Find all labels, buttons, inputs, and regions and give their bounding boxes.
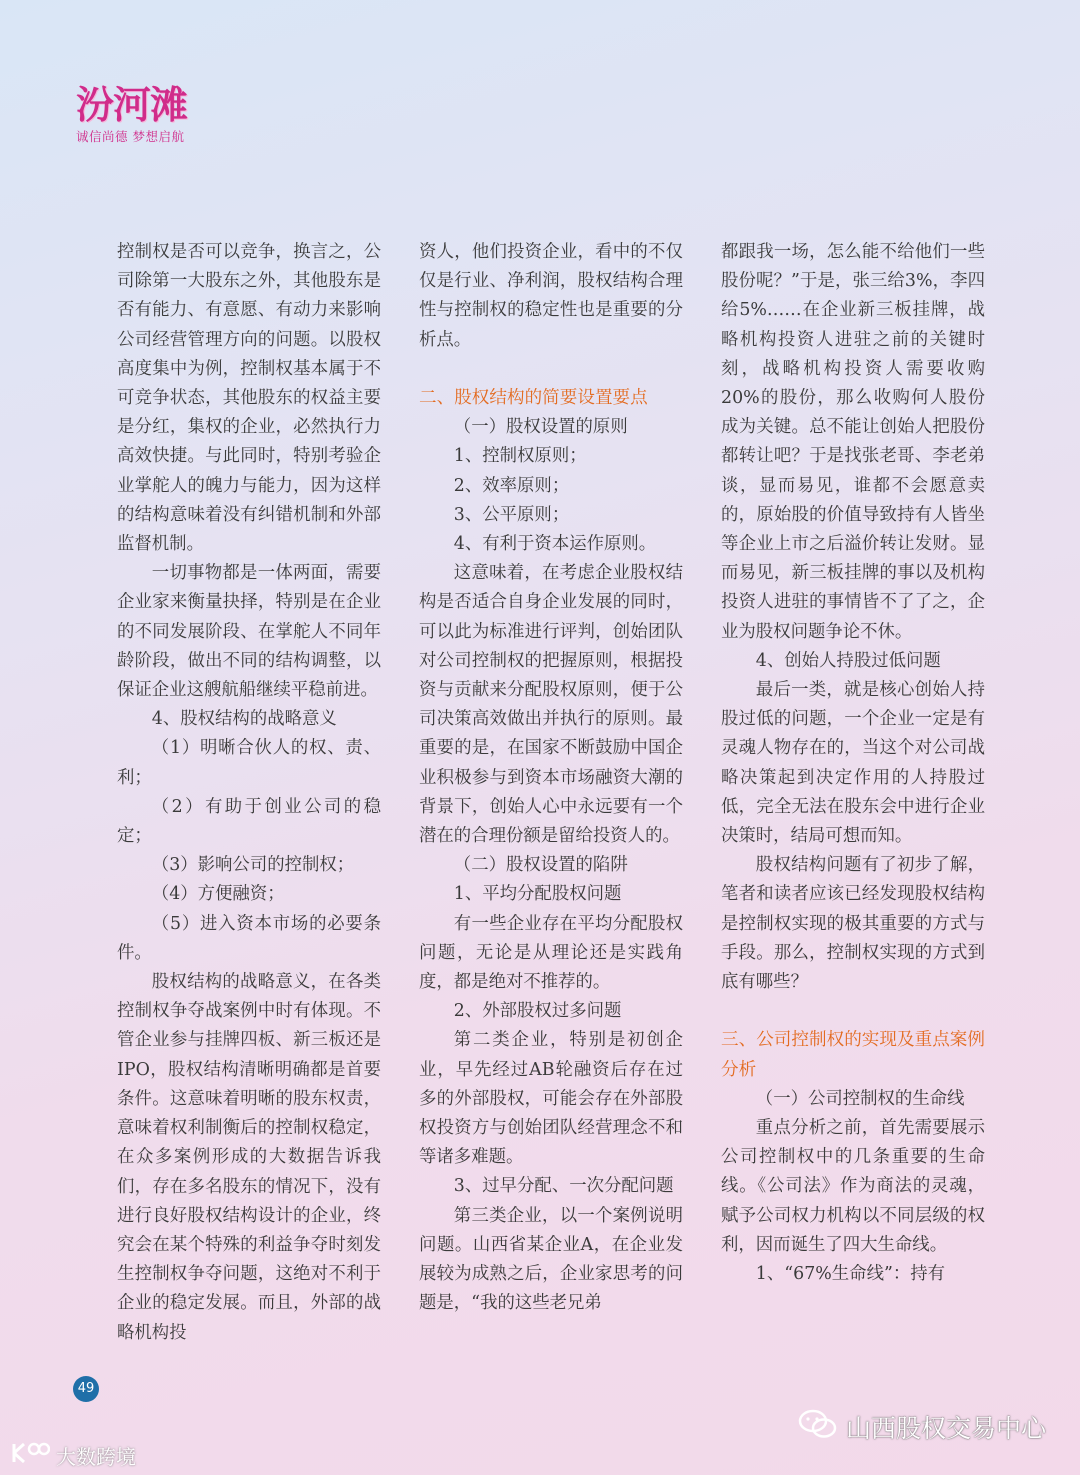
logo-slogan: 诚信尚德 梦想启航 <box>76 129 185 144</box>
watermark-text: 山西股权交易中心 <box>845 1414 1046 1443</box>
paragraph: 最后一类，就是核心创始人持股过低的问题，一个企业一定是有灵魂人物存在的，当这个对公司战略决策起到决定作用的人持股过低，完全无法在股东会中进行企业决策时，结局可想而知。 <box>721 680 985 847</box>
subheading: （一）公司控制权的生命线 <box>755 1088 965 1109</box>
list-item: 1、控制权原则； <box>453 446 587 467</box>
section-heading: 三、公司控制权的实现及重点案例分析 <box>721 1030 985 1080</box>
paragraph: 股权结构问题有了初步了解，笔者和读者应该已经发现股权结构是控制权实现的极其重要的方式与手段。那么，控制权实现的方式到底有哪些？ <box>721 855 985 993</box>
paragraph: 第三类企业，以一个案例说明问题。山西省某企业A，在企业发展较为成熟之后，企业家思考的问题是，“我的这些老兄弟 <box>419 1205 683 1314</box>
paragraph: 第二类企业，特别是初创企业，早先经过AB轮融资后存在过多的外部股权，可能会存在外部股权投资方与创始团队经营理念不和等诸多难题。 <box>419 1030 683 1168</box>
watermark-wechat <box>798 1408 1046 1446</box>
paragraph: 控制权是否可以竞争，换言之，公司除第一大股东之外，其他股东是否有能力、有意愿、有动力来影响公司经营管理方向的问题。以股权高度集中为例，控制权基本属于不可竞争状态，其他股东的权益主要是分红，集权的企业，必然执行力高效快捷。与此同时，特别考验企业掌舵人的魄力与能力，因为这样的结构意味着没有纠错机制和外部监督机制。 <box>117 242 381 555</box>
brand-logo-icon <box>10 1440 50 1471</box>
subheading: （二）股权设置的陷阱 <box>453 855 628 876</box>
list-item: 3、公平原则； <box>453 504 570 525</box>
logo-text: 汾河滩 <box>76 83 188 127</box>
subheading: 3、过早分配、一次分配问题 <box>453 1176 674 1197</box>
watermark-brand <box>10 1440 136 1471</box>
subheading: 4、创始人持股过低问题 <box>755 650 941 671</box>
article-column-2 <box>419 238 683 1319</box>
paragraph: 都跟我一场，怎么能不给他们一些股份呢？”于是，张三给3%，李四给5%……在企业新三板挂牌，战略机构投资人进驻之前的关键时刻，战略机构投资人需要收购20%的股份，那么收购何人股份成为关键。总不能让创始人把股份都转让吧？于是找张老哥、李老弟谈，显而易见，谁都不会愿意卖的，原始股的价值导致持有人皆坐等企业上市之后溢价转让发财。显而易见，新三板挂牌的事以及机构投资人进驻的事情皆不了了之，企业为股权问题争论不休。 <box>721 242 985 642</box>
paragraph: 重点分析之前，首先需要展示公司控制权中的几条重要的生命线。《公司法》作为商法的灵魂，赋予公司权力机构以不同层级的权利，因而诞生了四大生命线。 <box>721 1118 985 1255</box>
paragraph: 这意味着，在考虑企业股权结构是否适合自身企业发展的同时，可以此为标准进行评判，创始团队对公司控制权的把握原则，根据投资与贡献来分配股权原则，便于公司决策高效做出并执行的原则。最重要的是，在国家不断鼓励中国企业积极参与到资本市场融资大潮的背景下，创始人心中永远要有一个潜在的合理份额是留给投资人的。 <box>419 563 683 847</box>
magazine-logo <box>76 84 187 145</box>
list-item: 2、效率原则； <box>453 475 570 496</box>
list-item: （4）方便融资； <box>151 884 285 905</box>
subheading: （一）股权设置的原则 <box>453 417 628 438</box>
subheading: 4、股权结构的战略意义 <box>151 709 337 730</box>
wechat-icon <box>798 1408 838 1446</box>
list-item: 4、有利于资本运作原则。 <box>453 534 657 555</box>
paragraph: 股权结构的战略意义，在各类控制权争夺战案例中时有体现。不管企业参与挂牌四板、新三板还是IPO，股权结构清晰明确都是首要条件。这意味着明晰的股东权责，意味着权利制衡后的控制权稳定，在众多案例形成的大数据告诉我们，存在多名股东的情况下，没有进行良好股权结构设计的企业，终究会在某个特殊的利益争夺时刻发生控制权争夺问题，这绝对不利于企业的稳定发展。而且，外部的战略机构投 <box>117 972 381 1343</box>
paragraph: 资人，他们投资企业，看中的不仅仅是行业、净利润，股权结构合理性与控制权的稳定性也是重要的分析点。 <box>419 242 683 350</box>
subheading: 1、平均分配股权问题 <box>453 884 622 905</box>
section-heading: 二、股权结构的简要设置要点 <box>419 388 648 408</box>
list-item: （1）明晰合伙人的权、责、利； <box>117 738 381 788</box>
watermark-brand-text: 大数跨境 <box>56 1445 136 1469</box>
list-item: （5）进入资本市场的必要条件。 <box>117 913 381 963</box>
list-item: （2）有助于创业公司的稳定； <box>117 796 381 847</box>
paragraph: 1、“67%生命线”：持有 <box>755 1264 946 1285</box>
page-number-badge: 49 <box>73 1376 99 1402</box>
paragraph: 一切事物都是一体两面，需要企业家来衡量抉择，特别是在企业的不同发展阶段、在掌舵人不同年龄阶段，做出不同的结构调整，以保证企业这艘航船继续平稳前进。 <box>117 563 381 701</box>
article-column-3 <box>721 238 985 1289</box>
paragraph: 有一些企业存在平均分配股权问题，无论是从理论还是实践角度，都是绝对不推荐的。 <box>419 913 683 993</box>
article-column-1 <box>117 238 381 1348</box>
list-item: （3）影响公司的控制权； <box>151 855 355 876</box>
subheading: 2、外部股权过多问题 <box>453 1001 622 1022</box>
